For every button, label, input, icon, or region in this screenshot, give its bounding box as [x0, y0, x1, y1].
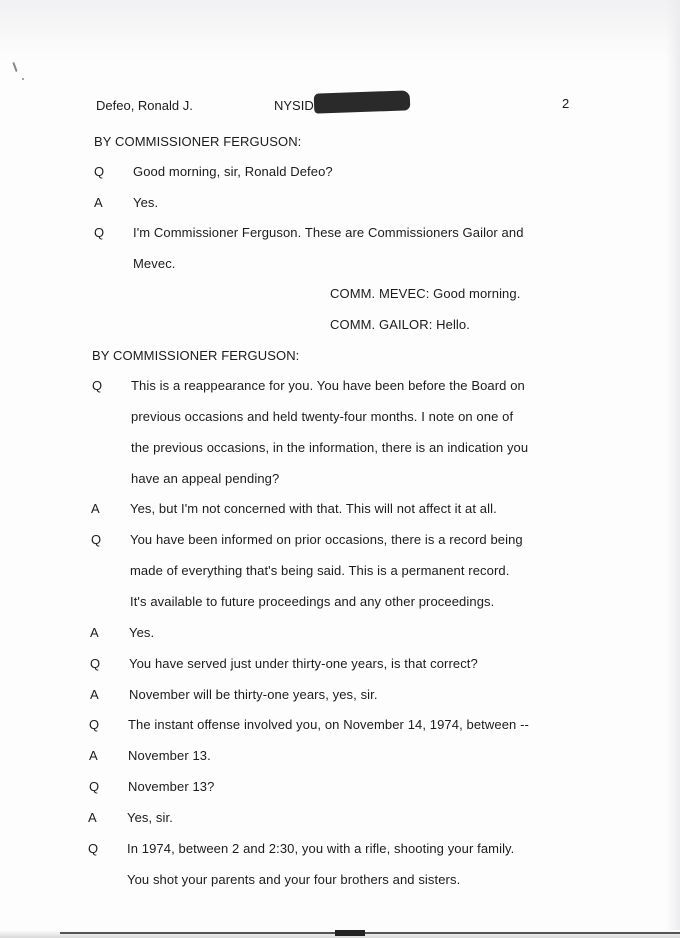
transcript-line: November will be thirty-one years, yes, sir. [129, 687, 378, 702]
transcript-line: have an appeal pending? [131, 471, 280, 486]
q-label: Q [94, 225, 105, 240]
transcript-line: Yes. [129, 625, 155, 640]
commissioner-remark: COMM. MEVEC: Good morning. [330, 286, 521, 301]
a-label: A [90, 625, 99, 640]
q-label: Q [89, 717, 100, 732]
a-label: A [90, 687, 99, 702]
defendant-name: Defeo, Ronald J. [96, 98, 193, 113]
transcript-line: Yes. [133, 195, 159, 210]
scan-speck [22, 78, 24, 80]
transcript-line: This is a reappearance for you. You have been before the Board on [131, 378, 525, 393]
transcript-line: Mevec. [133, 256, 176, 271]
a-label: A [91, 501, 100, 516]
transcript-line: You have been informed on prior occasions, there is a record being [130, 532, 523, 547]
transcript-line: November 13? [128, 779, 215, 794]
a-label: A [94, 195, 103, 210]
a-label: A [88, 810, 97, 825]
transcript-line: I'm Commissioner Ferguson. These are Commissioners Gailor and [133, 225, 524, 240]
page-number: 2 [562, 96, 570, 111]
transcript-line: It's available to future proceedings and any other proceedings. [130, 594, 495, 609]
transcript-line: You shot your parents and your four brothers and sisters. [127, 872, 461, 887]
a-label: A [89, 748, 98, 763]
transcript-line: You have served just under thirty-one years, is that correct? [129, 656, 478, 671]
transcript-line: In 1974, between 2 and 2:30, you with a rifle, shooting your family. [127, 841, 515, 856]
transcript-line: previous occasions and held twenty-four months. I note on one of [131, 409, 514, 424]
transcript-line: the previous occasions, in the information, there is an indication you [131, 440, 529, 455]
transcript-line: Good morning, sir, Ronald Defeo? [133, 164, 333, 179]
q-label: Q [92, 378, 103, 393]
transcript-line: The instant offense involved you, on November 14, 1974, between -- [128, 717, 529, 732]
section-heading: BY COMMISSIONER FERGUSON: [92, 348, 300, 363]
page-bottom-line [60, 932, 680, 934]
scan-speck [12, 62, 17, 72]
q-label: Q [90, 656, 101, 671]
section-heading: BY COMMISSIONER FERGUSON: [94, 134, 302, 149]
transcript-line: made of everything that's being said. This is a permanent record. [130, 563, 510, 578]
nysid-label: NYSID [274, 98, 314, 113]
transcript-line: Yes, sir. [127, 810, 173, 825]
commissioner-remark: COMM. GAILOR: Hello. [330, 317, 470, 332]
q-label: Q [89, 779, 100, 794]
transcript-line: Yes, but I'm not concerned with that. This will not affect it at all. [130, 501, 497, 516]
page-bottom-mark [335, 930, 365, 936]
transcript-line: November 13. [128, 748, 211, 763]
redaction-mark [314, 90, 411, 113]
scan-shadow-top [0, 0, 680, 60]
q-label: Q [91, 532, 102, 547]
q-label: Q [94, 164, 105, 179]
scan-shadow-right [666, 0, 680, 938]
page-header [96, 98, 596, 118]
q-label: Q [88, 841, 99, 856]
